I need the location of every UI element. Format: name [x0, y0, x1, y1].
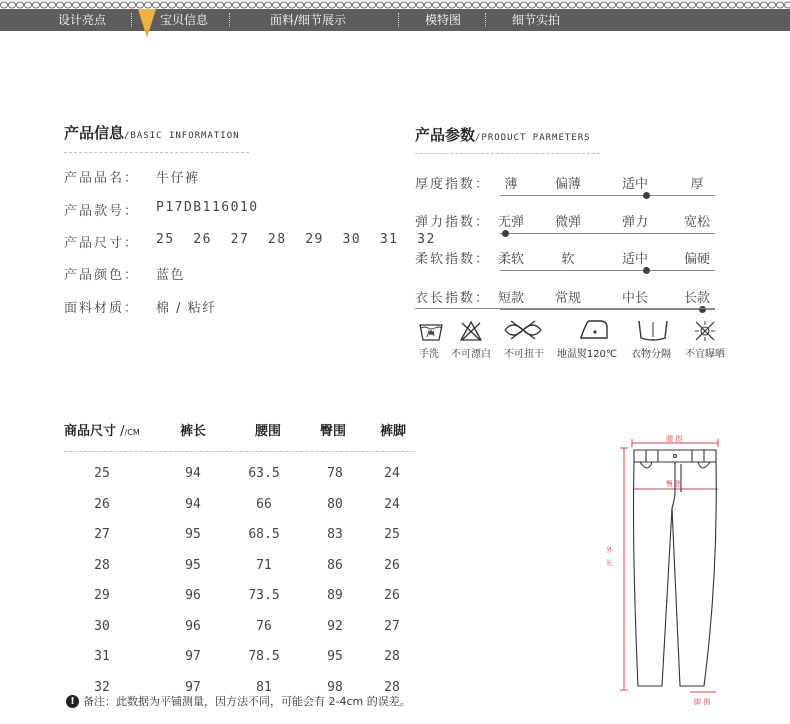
size-table-unit: /CM [124, 428, 140, 437]
no-bleach-icon [459, 320, 483, 342]
hip-label: 臀 围 [666, 480, 683, 488]
size-table-title: 商品尺寸 //CM [64, 424, 140, 439]
basic-value-color: 蓝色 [156, 268, 186, 283]
basic-value-size: 25 26 27 28 29 30 31 32 [156, 232, 436, 247]
param-option: 长款 [683, 291, 710, 306]
param-option: 无弹 [497, 215, 524, 230]
param-option: 薄 [504, 177, 518, 192]
measure-cell: 66 [256, 496, 272, 512]
param-label: 衣长指数： [415, 291, 491, 306]
measure-cell: 95 [185, 557, 201, 573]
separate-wash-icon [636, 318, 670, 342]
param-option: 厚 [690, 177, 704, 192]
basic-value-name: 牛仔裤 [156, 171, 200, 186]
measure-cell: 68.5 [248, 527, 280, 542]
measure-cell: 89 [327, 588, 343, 603]
param-option: 弹力 [621, 215, 648, 230]
nav-separator [131, 13, 132, 27]
measure-cell: 24 [384, 496, 400, 512]
warning-icon: ! [66, 695, 79, 708]
measure-cell: 97 [185, 649, 201, 664]
basic-value-style: P17DB116010 [156, 200, 259, 215]
measure-cell: 98 [327, 679, 343, 695]
waist-label: 腰 围 [666, 435, 683, 443]
measure-cell: 92 [327, 618, 343, 634]
basic-info-heading [64, 122, 240, 143]
measure-cell: 83 [327, 527, 343, 542]
divider [64, 451, 414, 452]
jeans-size-diagram [600, 428, 730, 718]
measure-cell: 28 [384, 679, 400, 695]
care-label-no-wring: 不可扭干 [504, 349, 544, 360]
param-option: 偏薄 [554, 177, 581, 192]
basic-value-material: 棉 / 粘纤 [156, 301, 217, 316]
measure-cell: 81 [256, 679, 272, 695]
param-option: 适中 [621, 177, 648, 192]
basic-label-color: 产品颜色： [64, 268, 140, 283]
param-option: 适中 [621, 252, 648, 267]
length-label-1: 外 [606, 546, 613, 554]
no-wring-icon [503, 319, 543, 341]
measure-cell: 95 [327, 649, 343, 664]
measure-cell: 27 [384, 618, 400, 634]
size-cell: 31 [94, 649, 110, 664]
measure-cell: 96 [185, 618, 201, 634]
col-header-length: 裤长 [180, 424, 207, 439]
param-label: 厚度指数： [415, 177, 491, 192]
param-option: 中长 [621, 291, 648, 306]
nav-item-product-info[interactable]: 宝贝信息 [160, 13, 209, 27]
param-selected-marker [643, 267, 650, 274]
size-table-title-text: 商品尺寸 [64, 424, 117, 439]
measure-cell: 97 [185, 679, 201, 695]
care-label-low-iron: 地温熨120℃ [556, 349, 618, 360]
nav-separator [229, 13, 230, 27]
col-header-hip: 臀围 [320, 424, 347, 439]
measure-cell: 95 [185, 527, 201, 542]
param-option: 微弹 [554, 215, 581, 230]
care-label-no-bleach: 不可漂白 [451, 349, 491, 360]
care-divider [415, 308, 715, 309]
param-option: 软 [561, 252, 575, 267]
no-sun-icon [693, 319, 717, 343]
nav-item-design[interactable]: 设计亮点 [58, 13, 107, 27]
hand-wash-icon [418, 319, 444, 343]
care-label-hand-wash: 手洗 [419, 349, 439, 360]
measure-cell: 78 [327, 466, 343, 481]
measure-cell: 73.5 [248, 588, 280, 603]
param-scale-line [500, 195, 715, 196]
length-label-2: 长 [606, 559, 613, 567]
measure-cell: 94 [185, 496, 201, 512]
size-cell: 25 [94, 466, 110, 481]
divider [415, 153, 600, 154]
nav-separator [398, 13, 399, 27]
measure-cell: 76 [256, 618, 272, 634]
measure-cell: 26 [384, 588, 400, 603]
measure-cell: 86 [327, 557, 343, 573]
param-option: 短款 [497, 291, 524, 306]
param-selected-marker [643, 192, 650, 199]
col-header-waist: 腰围 [255, 424, 282, 439]
nav-item-model[interactable]: 模特图 [425, 13, 462, 27]
measure-cell: 96 [185, 588, 201, 603]
care-label-no-sun: 不宜曝晒 [685, 349, 725, 360]
measure-cell: 63.5 [248, 466, 280, 481]
param-option: 常规 [554, 291, 581, 306]
param-selected-marker [502, 230, 509, 237]
top-nav-bar [0, 9, 790, 31]
col-header-hem: 裤脚 [380, 424, 407, 439]
size-cell: 26 [94, 496, 110, 512]
measure-cell: 24 [384, 466, 400, 481]
basic-label-material: 面料材质： [64, 301, 140, 316]
nav-item-fabric[interactable]: 面料/细节展示 [270, 13, 347, 27]
measure-cell: 25 [384, 527, 400, 542]
measure-note [66, 693, 411, 709]
size-cell: 28 [94, 557, 110, 573]
low-iron-icon [578, 317, 610, 341]
basic-info-subtitle: /BASIC INFORMATION [124, 131, 240, 141]
param-option: 柔软 [497, 252, 524, 267]
care-label-separate: 衣物分隔 [631, 349, 671, 360]
basic-info-title: 产品信息 [64, 124, 125, 142]
hem-label: 脚 围 [694, 698, 711, 706]
params-heading [415, 124, 591, 145]
measure-note-text: 备注：此数据为平铺测量，因方法不同，可能会有 2-4cm 的误差。 [83, 695, 411, 708]
param-label: 弹力指数： [415, 215, 491, 230]
size-cell: 27 [94, 527, 110, 542]
basic-label-style: 产品款号： [64, 204, 140, 219]
size-cell: 30 [94, 618, 110, 634]
param-scale-line [500, 233, 715, 234]
params-subtitle: /PRODUCT PARMETERS [475, 133, 591, 143]
size-cell: 29 [94, 588, 110, 603]
measure-cell: 28 [384, 649, 400, 664]
nav-item-detail[interactable]: 细节实拍 [512, 13, 561, 27]
basic-label-size: 产品尺寸： [64, 236, 140, 251]
measure-cell: 26 [384, 557, 400, 573]
basic-label-name: 产品品名： [64, 171, 140, 186]
nav-separator [485, 13, 486, 27]
param-label: 柔软指数： [415, 252, 491, 267]
param-option: 宽松 [683, 215, 710, 230]
param-option: 偏硬 [683, 252, 710, 267]
measure-cell: 78.5 [248, 649, 280, 664]
measure-cell: 80 [327, 496, 343, 512]
param-scale-line [500, 270, 715, 271]
nav-active-indicator [138, 9, 156, 38]
measure-cell: 94 [185, 466, 201, 481]
params-title: 产品参数 [415, 126, 476, 144]
size-cell: 32 [94, 679, 110, 695]
measure-cell: 71 [256, 557, 272, 573]
param-scale-line [500, 309, 715, 310]
divider [64, 152, 249, 153]
